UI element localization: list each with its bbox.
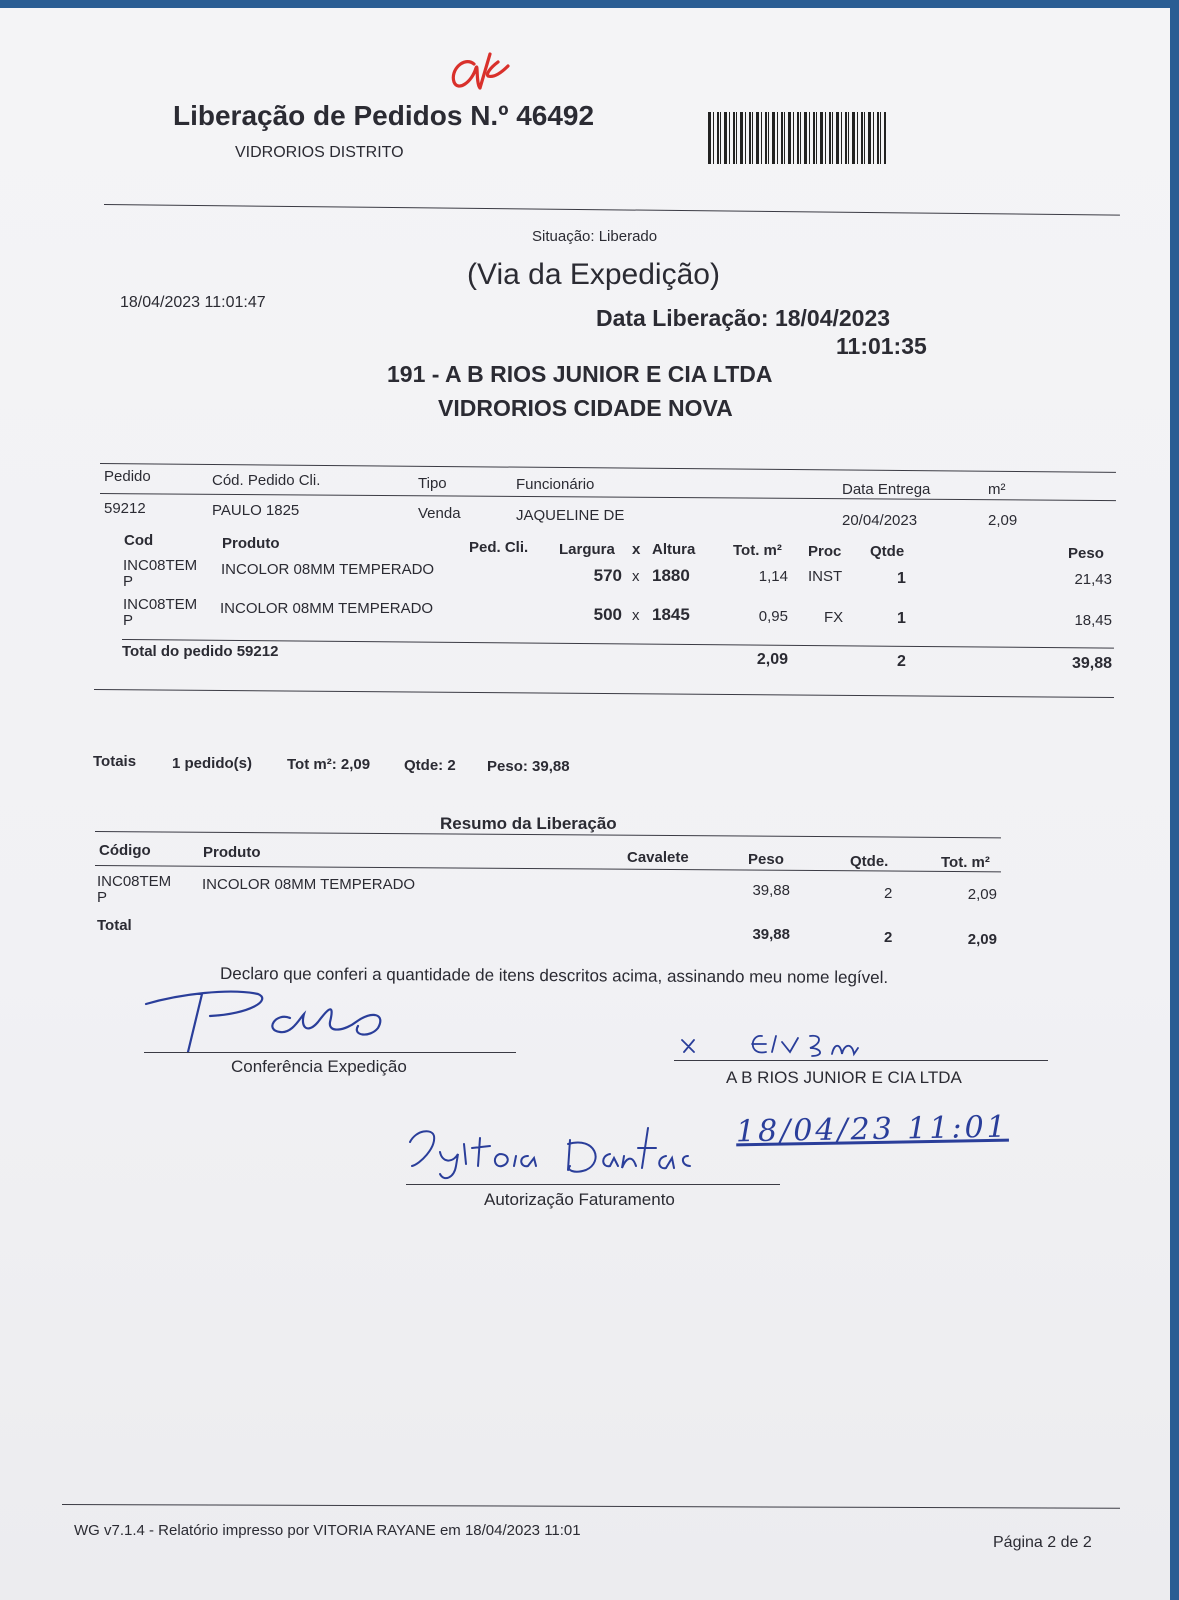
print-datetime: 18/04/2023 11:01:47 bbox=[120, 294, 266, 311]
order-total-peso: 39,88 bbox=[1071, 655, 1112, 672]
item-2-proc: FX bbox=[824, 609, 844, 626]
item-1-peso: 21,43 bbox=[1074, 571, 1112, 588]
handwritten-datetime: 18/04/23 11:01 bbox=[735, 1109, 1010, 1150]
item-1-produto: INCOLOR 08MM TEMPERADO bbox=[221, 561, 435, 578]
item-1-qtde: 1 bbox=[897, 570, 906, 587]
conferencia-label: Conferência Expedição bbox=[231, 1057, 407, 1076]
divider-footer bbox=[62, 1504, 1120, 1509]
item-2-produto: INCOLOR 08MM TEMPERADO bbox=[220, 600, 434, 617]
col-largura: Largura bbox=[559, 541, 615, 558]
item-1-proc: INST bbox=[808, 568, 843, 585]
col-x: x bbox=[632, 541, 641, 558]
label-data-entrega: Data Entrega bbox=[842, 481, 931, 498]
summary-total-label: Total bbox=[97, 917, 132, 934]
value-pedido: 59212 bbox=[104, 500, 146, 517]
item-2-peso: 18,45 bbox=[1074, 612, 1112, 629]
item-1-largura: 570 bbox=[593, 566, 622, 585]
summary-col-cavalete: Cavalete bbox=[627, 849, 689, 866]
summary-total-qtde: 2 bbox=[884, 929, 893, 946]
item-2-largura: 500 bbox=[593, 605, 622, 624]
company-name: VIDRORIOS DISTRITO bbox=[235, 144, 404, 161]
summary-col-qtde: Qtde. bbox=[850, 853, 889, 870]
item-2-x: x bbox=[632, 607, 640, 624]
item-1-cod: INC08TEM P bbox=[123, 557, 198, 590]
barcode bbox=[708, 112, 886, 164]
col-qtde: Qtde bbox=[870, 543, 905, 560]
totals-label: Totais bbox=[93, 753, 137, 770]
summary-row-qtde: 2 bbox=[884, 885, 893, 902]
handwritten-ok-mark bbox=[446, 48, 526, 98]
value-funcionario: JAQUELINE DE bbox=[516, 507, 625, 524]
order-total-label: Total do pedido 59212 bbox=[122, 643, 279, 660]
label-cod-pedido-cli: Cód. Pedido Cli. bbox=[212, 472, 321, 489]
conferencia-line bbox=[144, 1052, 516, 1053]
document-title: Liberação de Pedidos N.º 46492 bbox=[173, 100, 595, 131]
totals-qtde: Qtde: 2 bbox=[404, 757, 456, 774]
item-1-tot-m2: 1,14 bbox=[758, 568, 788, 585]
col-altura: Altura bbox=[652, 541, 696, 558]
release-date: Data Liberação: 18/04/2023 bbox=[596, 305, 891, 331]
item-2-cod: INC08TEM P bbox=[123, 596, 198, 629]
col-produto: Produto bbox=[222, 535, 280, 552]
status-text: Situação: Liberado bbox=[532, 228, 658, 245]
item-1-altura: 1880 bbox=[652, 566, 690, 585]
release-time: 11:01:35 bbox=[836, 333, 927, 359]
summary-total-peso: 39,88 bbox=[752, 926, 790, 943]
summary-col-codigo: Código bbox=[99, 842, 151, 859]
col-peso: Peso bbox=[1068, 545, 1104, 562]
divider-order-bottom bbox=[94, 689, 1114, 698]
divider-top bbox=[104, 204, 1120, 216]
autorizacao-line bbox=[406, 1184, 780, 1185]
value-tipo: Venda bbox=[418, 505, 461, 522]
col-proc: Proc bbox=[808, 543, 842, 560]
declaration-text: Declaro que conferi a quantidade de itens descritos acima, assinando meu nome legível. bbox=[219, 964, 889, 988]
order-total-qtde: 2 bbox=[897, 653, 906, 670]
label-funcionario: Funcionário bbox=[516, 476, 595, 493]
totals-tot-m2: Tot m²: 2,09 bbox=[287, 756, 371, 773]
item-2-qtde: 1 bbox=[897, 610, 906, 627]
col-tot-m2: Tot. m² bbox=[733, 542, 782, 559]
summary-total-tot-m2: 2,09 bbox=[967, 931, 997, 948]
summary-col-produto: Produto bbox=[203, 844, 261, 861]
label-m2: m² bbox=[988, 481, 1006, 498]
signature-conferencia bbox=[140, 978, 440, 1058]
label-pedido: Pedido bbox=[104, 468, 151, 485]
totals-peso: Peso: 39,88 bbox=[487, 758, 570, 775]
summary-col-tot-m2: Tot. m² bbox=[941, 854, 990, 871]
client-signature-line bbox=[674, 1060, 1048, 1061]
footer-printed-by: WG v7.1.4 - Relatório impresso por VITORIA RAYANE em 18/04/2023 11:01 bbox=[74, 1522, 581, 1539]
summary-col-peso: Peso bbox=[748, 851, 784, 868]
summary-row-peso: 39,88 bbox=[752, 882, 790, 899]
item-1-x: x bbox=[632, 568, 640, 585]
client-store: VIDRORIOS CIDADE NOVA bbox=[438, 395, 733, 421]
summary-row-produto: INCOLOR 08MM TEMPERADO bbox=[202, 876, 416, 893]
col-ped-cli: Ped. Cli. bbox=[469, 539, 529, 556]
item-2-altura: 1845 bbox=[652, 605, 690, 624]
value-data-entrega: 20/04/2023 bbox=[842, 512, 918, 529]
value-m2: 2,09 bbox=[988, 512, 1018, 529]
autorizacao-label: Autorização Faturamento bbox=[484, 1190, 675, 1209]
summary-title: Resumo da Liberação bbox=[440, 814, 617, 833]
item-2-tot-m2: 0,95 bbox=[758, 608, 788, 625]
via-title: (Via da Expedição) bbox=[467, 258, 720, 291]
document-page bbox=[0, 8, 1170, 1600]
label-tipo: Tipo bbox=[418, 475, 447, 492]
client-signature-label: A B RIOS JUNIOR E CIA LTDA bbox=[726, 1068, 962, 1087]
value-cod-pedido-cli: PAULO 1825 bbox=[212, 502, 300, 519]
summary-row-codigo: INC08TEM P bbox=[97, 873, 172, 906]
signature-autorizacao bbox=[400, 1108, 700, 1188]
totals-pedidos: 1 pedido(s) bbox=[172, 755, 253, 772]
divider-order-mid bbox=[100, 493, 1116, 501]
order-total-tot-m2: 2,09 bbox=[756, 651, 788, 668]
footer-page-number: Página 2 de 2 bbox=[993, 1534, 1092, 1551]
client-name: 191 - A B RIOS JUNIOR E CIA LTDA bbox=[387, 361, 773, 387]
col-cod: Cod bbox=[124, 532, 154, 549]
summary-row-tot-m2: 2,09 bbox=[967, 886, 997, 903]
